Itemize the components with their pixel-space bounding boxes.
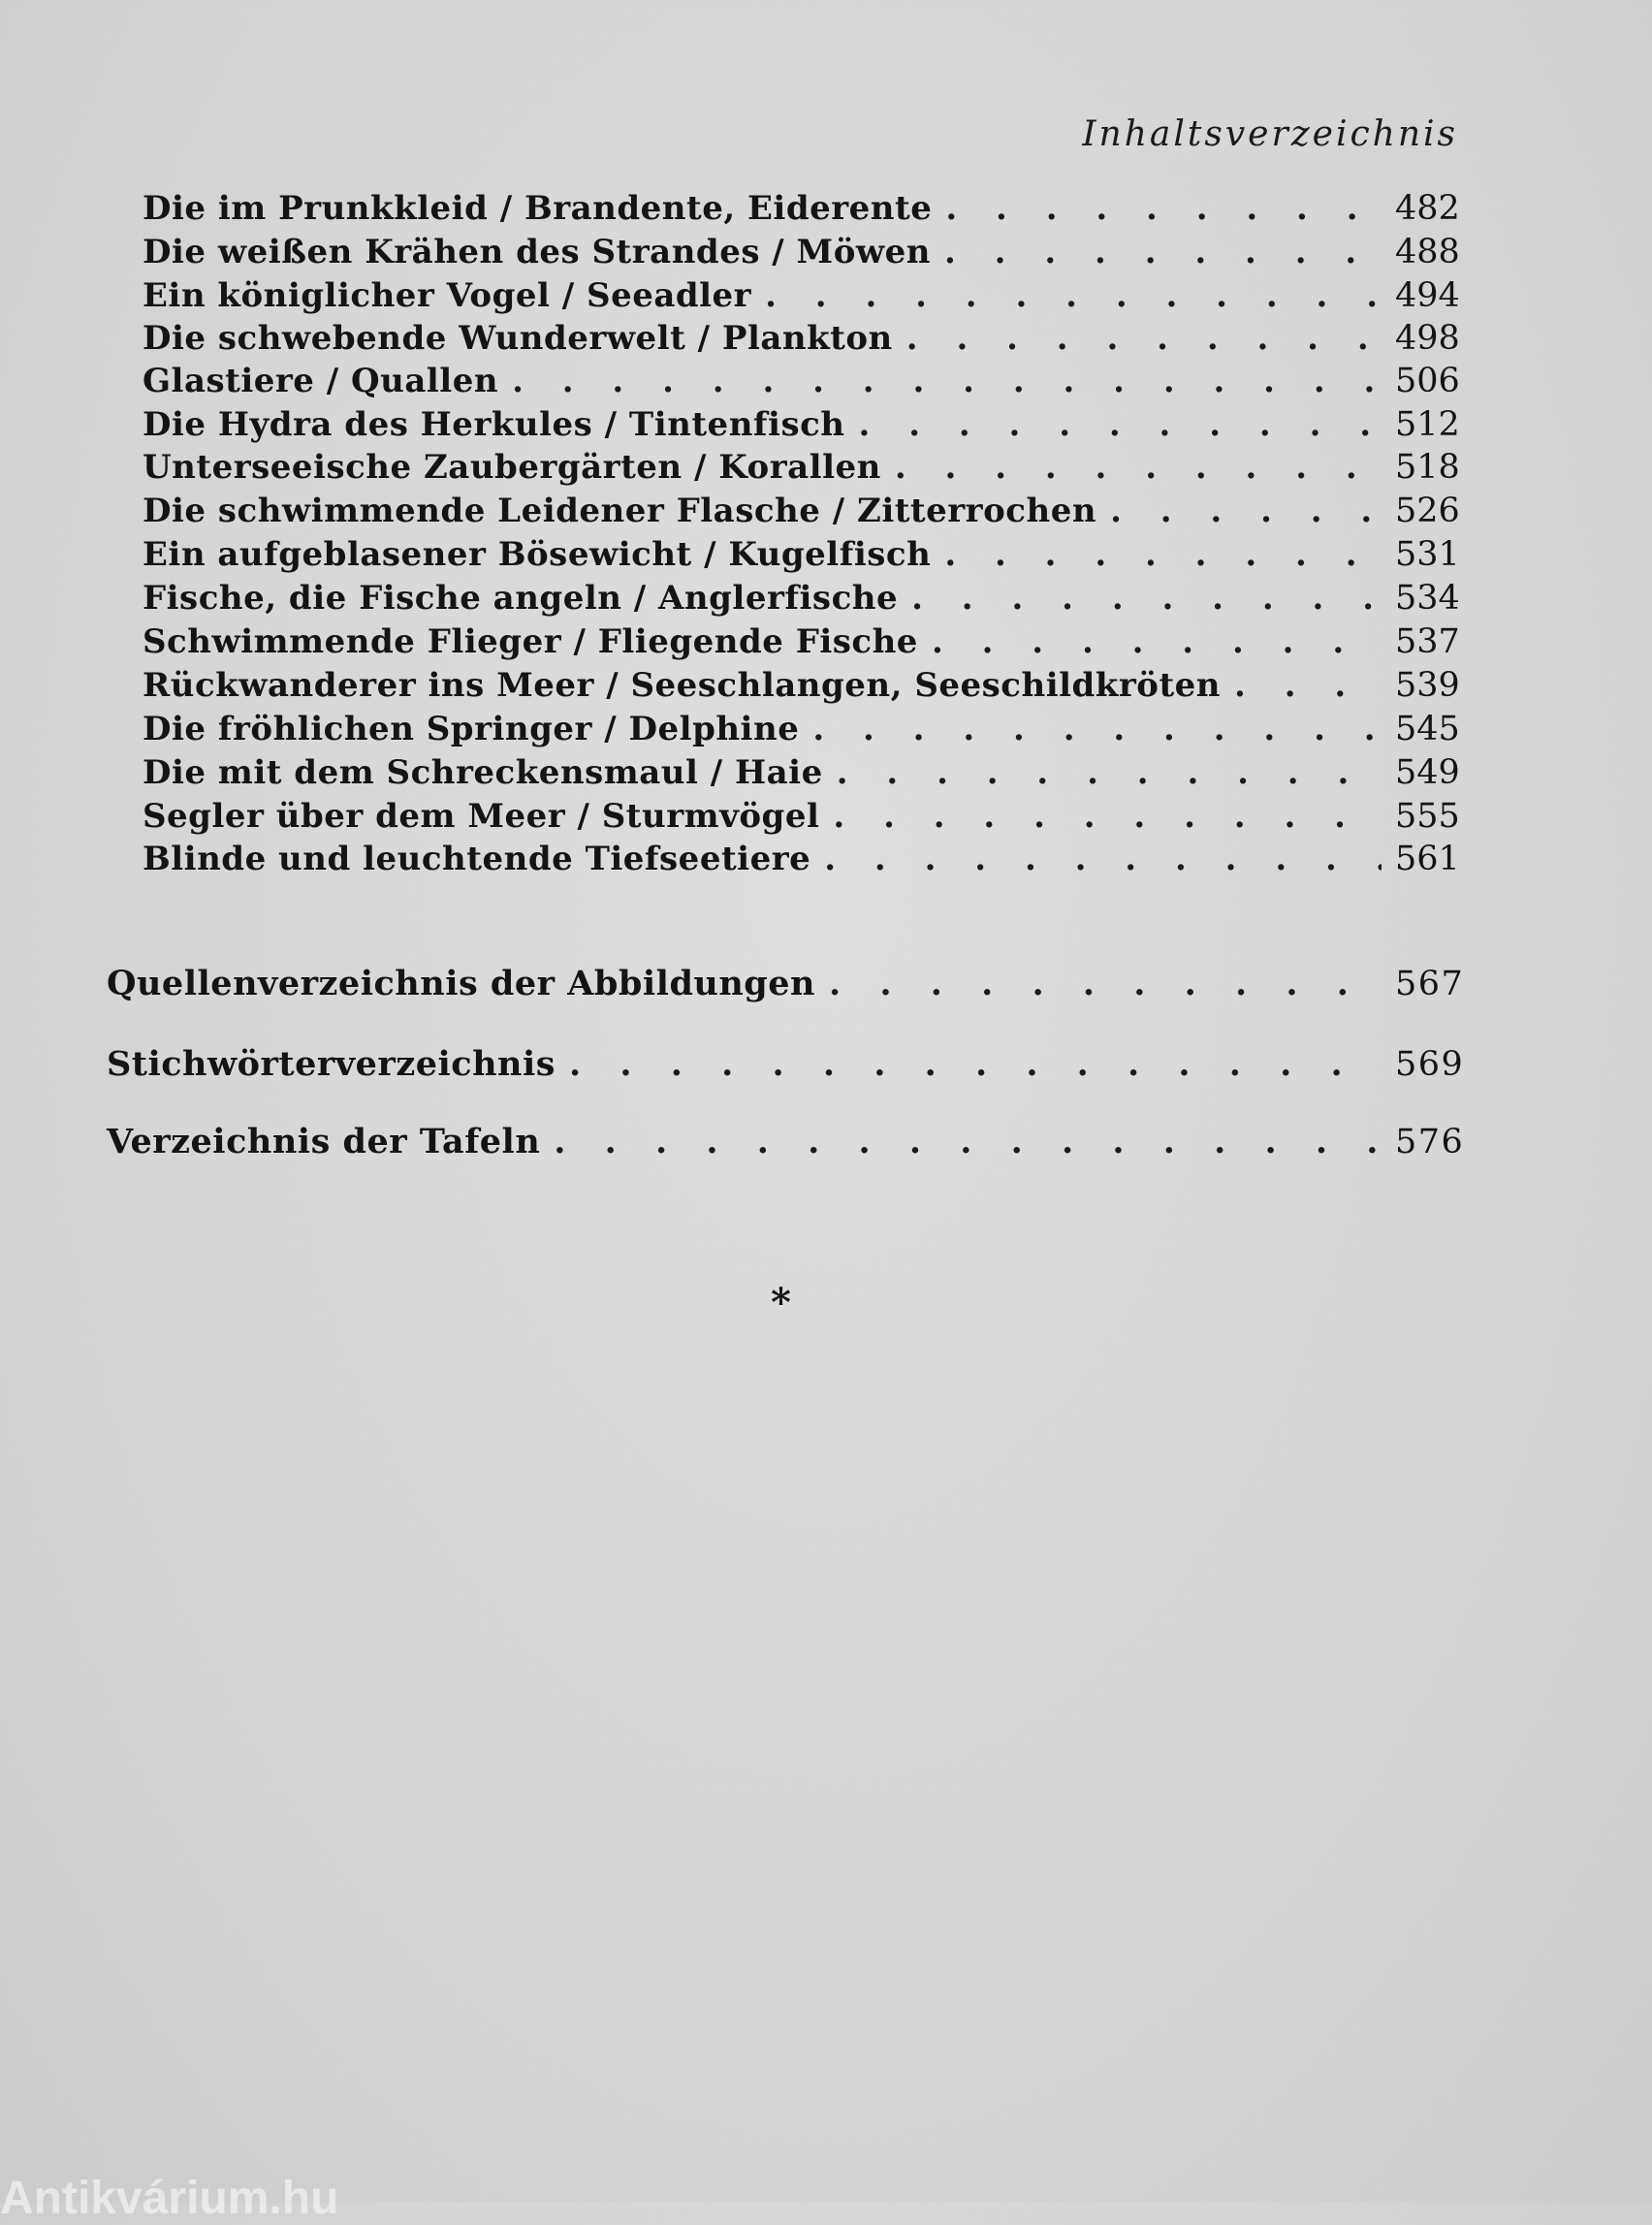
toc-entry-page: 549 [1395, 753, 1460, 792]
dot-leader [833, 797, 1382, 836]
toc-entry [143, 535, 1460, 574]
toc-entry-title: Segler über dem Meer / Sturmvögel [143, 797, 820, 836]
dot-leader [911, 579, 1382, 618]
dot-leader [829, 965, 1382, 1003]
toc-entry-page: 518 [1395, 448, 1460, 487]
toc-main-entry-title: Verzeichnis der Tafeln [107, 1122, 541, 1161]
toc-entry [143, 492, 1460, 530]
toc-entry [143, 233, 1460, 271]
toc-entry-page: 494 [1395, 276, 1460, 315]
dot-leader [512, 362, 1382, 400]
toc-entry-page: 537 [1395, 622, 1460, 661]
toc-entry-page: 488 [1395, 233, 1460, 271]
toc-entry-page: 506 [1395, 362, 1460, 400]
dot-leader [824, 840, 1382, 878]
toc-entry-page: 531 [1395, 535, 1460, 574]
toc-entry [143, 189, 1460, 228]
toc-entry [143, 797, 1460, 836]
toc-entry-title: Ein aufgeblasener Bösewicht / Kugelfisch [143, 535, 932, 574]
dot-leader [932, 622, 1382, 661]
dot-leader [944, 233, 1382, 271]
toc-entry [143, 362, 1460, 400]
toc-entry-page: 555 [1395, 797, 1460, 836]
running-header: Inhaltsverzeichnis [1082, 114, 1458, 154]
toc-entry-title: Die im Prunkkleid / Brandente, Eiderente [143, 189, 933, 228]
dot-leader [944, 535, 1382, 574]
toc-entry-page: 482 [1395, 189, 1460, 228]
toc-entry-title: Die weißen Krähen des Strandes / Möwen [143, 233, 931, 271]
dot-leader [569, 1045, 1382, 1084]
toc-entry-title: Unterseeische Zaubergärten / Korallen [143, 448, 881, 487]
toc-main-entry-page: 569 [1395, 1045, 1465, 1084]
toc-entry [143, 405, 1460, 444]
toc-entry [143, 840, 1460, 878]
toc-entry-title: Ein königlicher Vogel / Seeadler [143, 276, 752, 315]
toc-entry [143, 319, 1460, 358]
toc-entry [143, 753, 1460, 792]
dot-leader [859, 405, 1382, 444]
toc-entry-title: Blinde und leuchtende Tiefseetiere [143, 840, 811, 878]
dot-leader [895, 448, 1382, 487]
toc-main-entry [107, 1122, 1465, 1161]
toc-entry-page: 512 [1395, 405, 1460, 444]
toc-entry-page: 539 [1395, 666, 1460, 705]
toc-entry [143, 622, 1460, 661]
watermark: Antikvárium.hu [0, 2173, 339, 2224]
dot-leader [554, 1123, 1382, 1161]
toc-entry [143, 710, 1460, 748]
dot-leader [1234, 666, 1382, 705]
toc-main-entry [107, 964, 1465, 1003]
toc-entry [143, 666, 1460, 705]
toc-entry-page: 526 [1395, 492, 1460, 530]
toc-entry [143, 579, 1460, 618]
toc-main-entry [107, 1044, 1465, 1084]
toc-entry-title: Die Hydra des Herkules / Tintenfisch [143, 405, 845, 444]
dot-leader [1110, 492, 1382, 530]
toc-entry-title: Die schwimmende Leidener Flasche / Zitterrochen [143, 492, 1097, 530]
toc-entry-title: Die fröhlichen Springer / Delphine [143, 710, 800, 748]
toc-entry-page: 534 [1395, 579, 1460, 618]
toc-entry-title: Rückwanderer ins Meer / Seeschlangen, Seeschildkröten [143, 666, 1222, 705]
dot-leader [812, 710, 1382, 748]
dot-leader [837, 753, 1382, 792]
toc-entry-page: 561 [1395, 840, 1460, 878]
toc-entry-page: 545 [1395, 710, 1460, 748]
dot-leader [765, 276, 1382, 315]
toc-entry-title: Die schwebende Wunderwelt / Plankton [143, 319, 893, 358]
toc-main-entry-page: 567 [1395, 965, 1465, 1003]
dot-leader [945, 189, 1382, 228]
toc-entry-title: Schwimmende Flieger / Fliegende Fische [143, 622, 918, 661]
toc-main-entry-title: Stichwörterverzeichnis [107, 1044, 556, 1084]
toc-entry-title: Fische, die Fische angeln / Anglerfische [143, 579, 899, 618]
dot-leader [906, 319, 1382, 358]
toc-entry [143, 448, 1460, 487]
toc-entry-title: Die mit dem Schreckensmaul / Haie [143, 753, 823, 792]
toc-entry-page: 498 [1395, 319, 1460, 358]
toc-entry-title: Glastiere / Quallen [143, 362, 499, 400]
toc-main-entry-title: Quellenverzeichnis der Abbildungen [107, 964, 815, 1003]
asterisk-ornament: * [771, 1280, 791, 1325]
toc-main-entry-page: 576 [1395, 1123, 1465, 1161]
toc-entry [143, 276, 1460, 315]
